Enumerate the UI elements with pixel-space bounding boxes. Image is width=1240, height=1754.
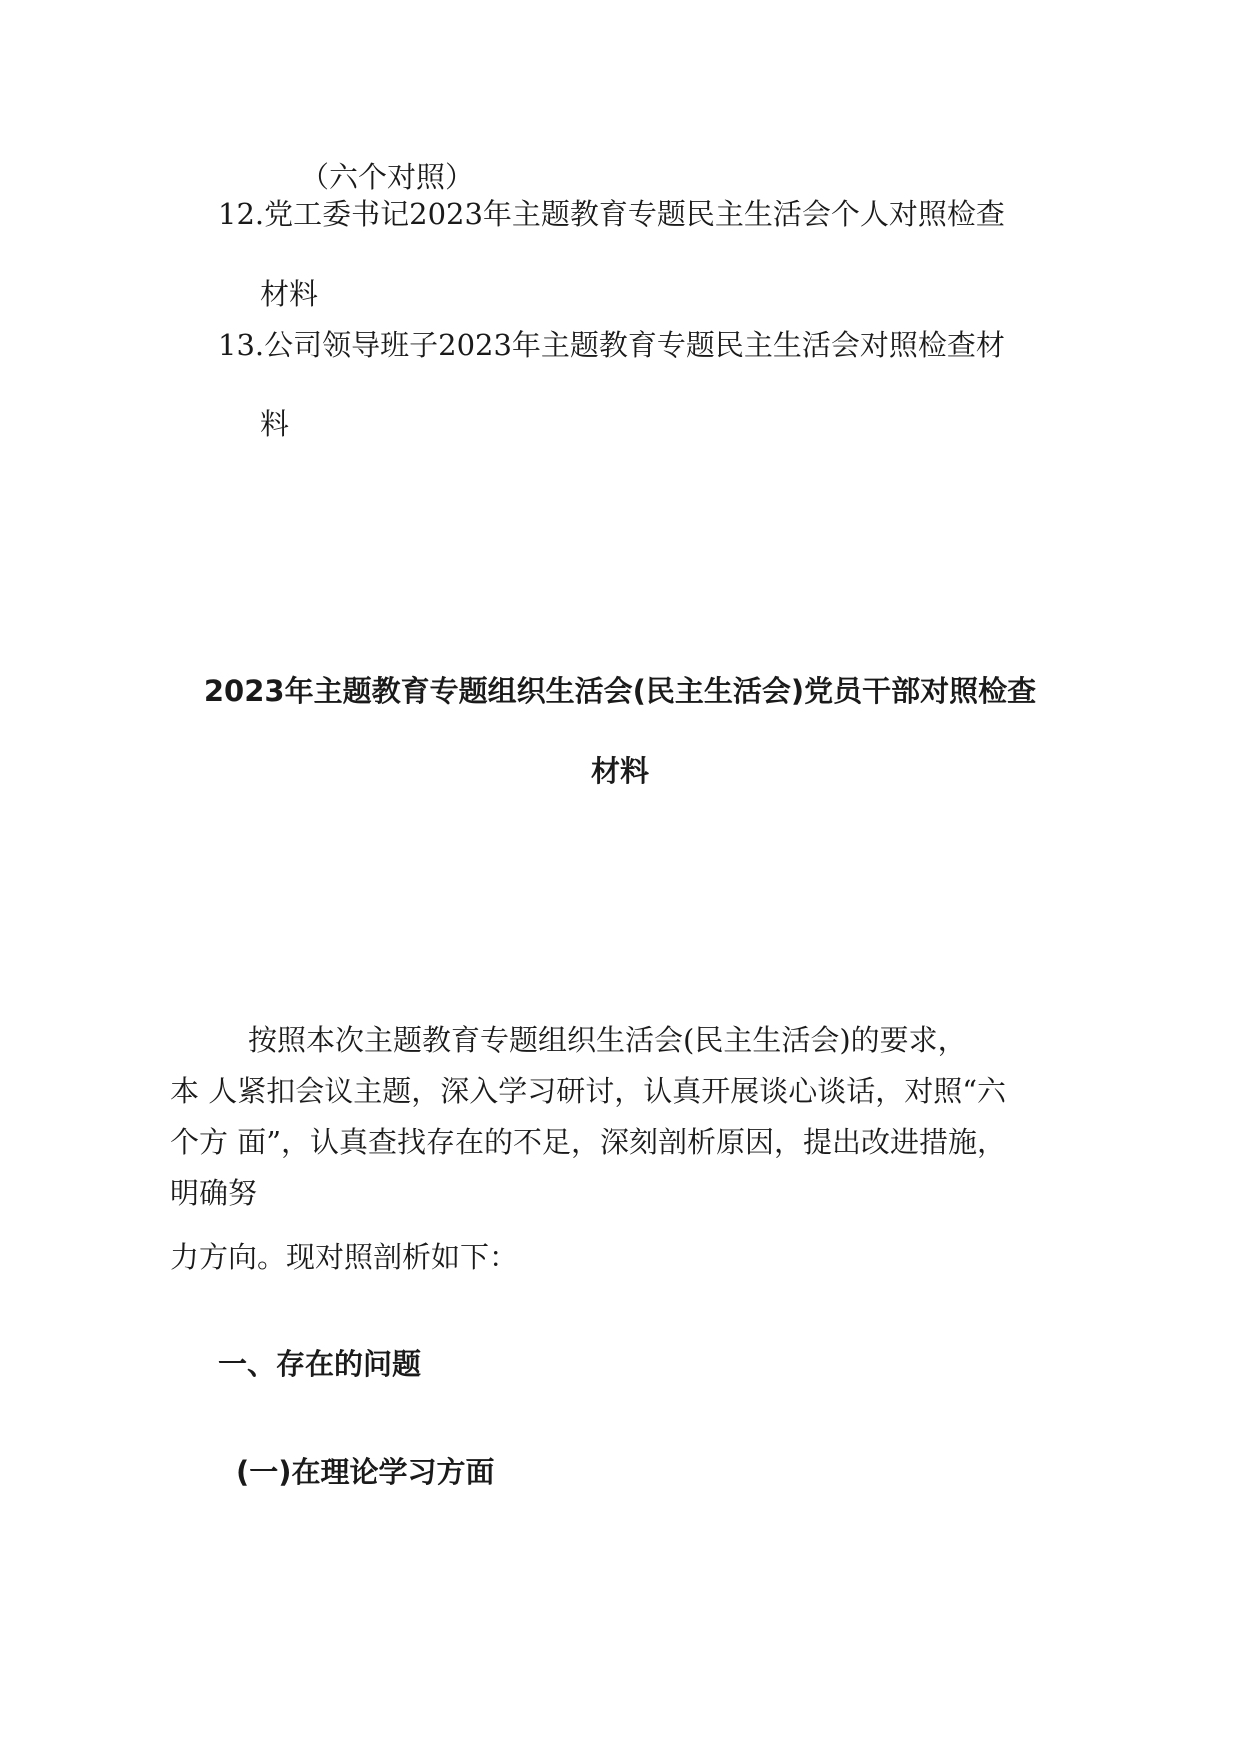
intro-line-1: 按照本次主题教育专题组织生活会(民主生活会)的要求， [248,1023,967,1057]
intro-line-4: 明确努 [170,1176,258,1210]
toc-item-12-number: 12. [218,197,265,231]
toc-item-13-text: 公司领导班子2023年主题教育专题民主生活会对照检查材 [264,328,1005,362]
toc-item-12-continuation: 材料 [260,277,319,311]
toc-item-12-text: 党工委书记2023年主题教育专题民主生活会个人对照检查 [264,197,1005,231]
section-heading-problems: 一、存在的问题 [218,1347,422,1381]
toc-item-13 [218,328,1005,362]
intro-line-5: 力方向。现对照剖析如下： [170,1240,519,1274]
title-line-2: 材料 [590,754,649,788]
intro-line-2: 本 人紧扣会议主题，深入学习研讨，认真开展谈心谈话，对照“六 [170,1074,1007,1108]
intro-line-3: 个方 面”，认真查找存在的不足，深刻剖析原因，提出改进措施， [170,1125,1007,1159]
toc-item-11-tail: （六个对照） [300,160,475,194]
toc-item-13-continuation: 料 [260,407,290,441]
title-line-1: 2023年主题教育专题组织生活会(民主生活会)党员干部对照检查 [203,674,1037,708]
toc-item-13-number: 13. [218,328,265,362]
toc-item-12 [218,197,1005,231]
subsection-heading-theory-study: (一)在理论学习方面 [236,1455,495,1489]
